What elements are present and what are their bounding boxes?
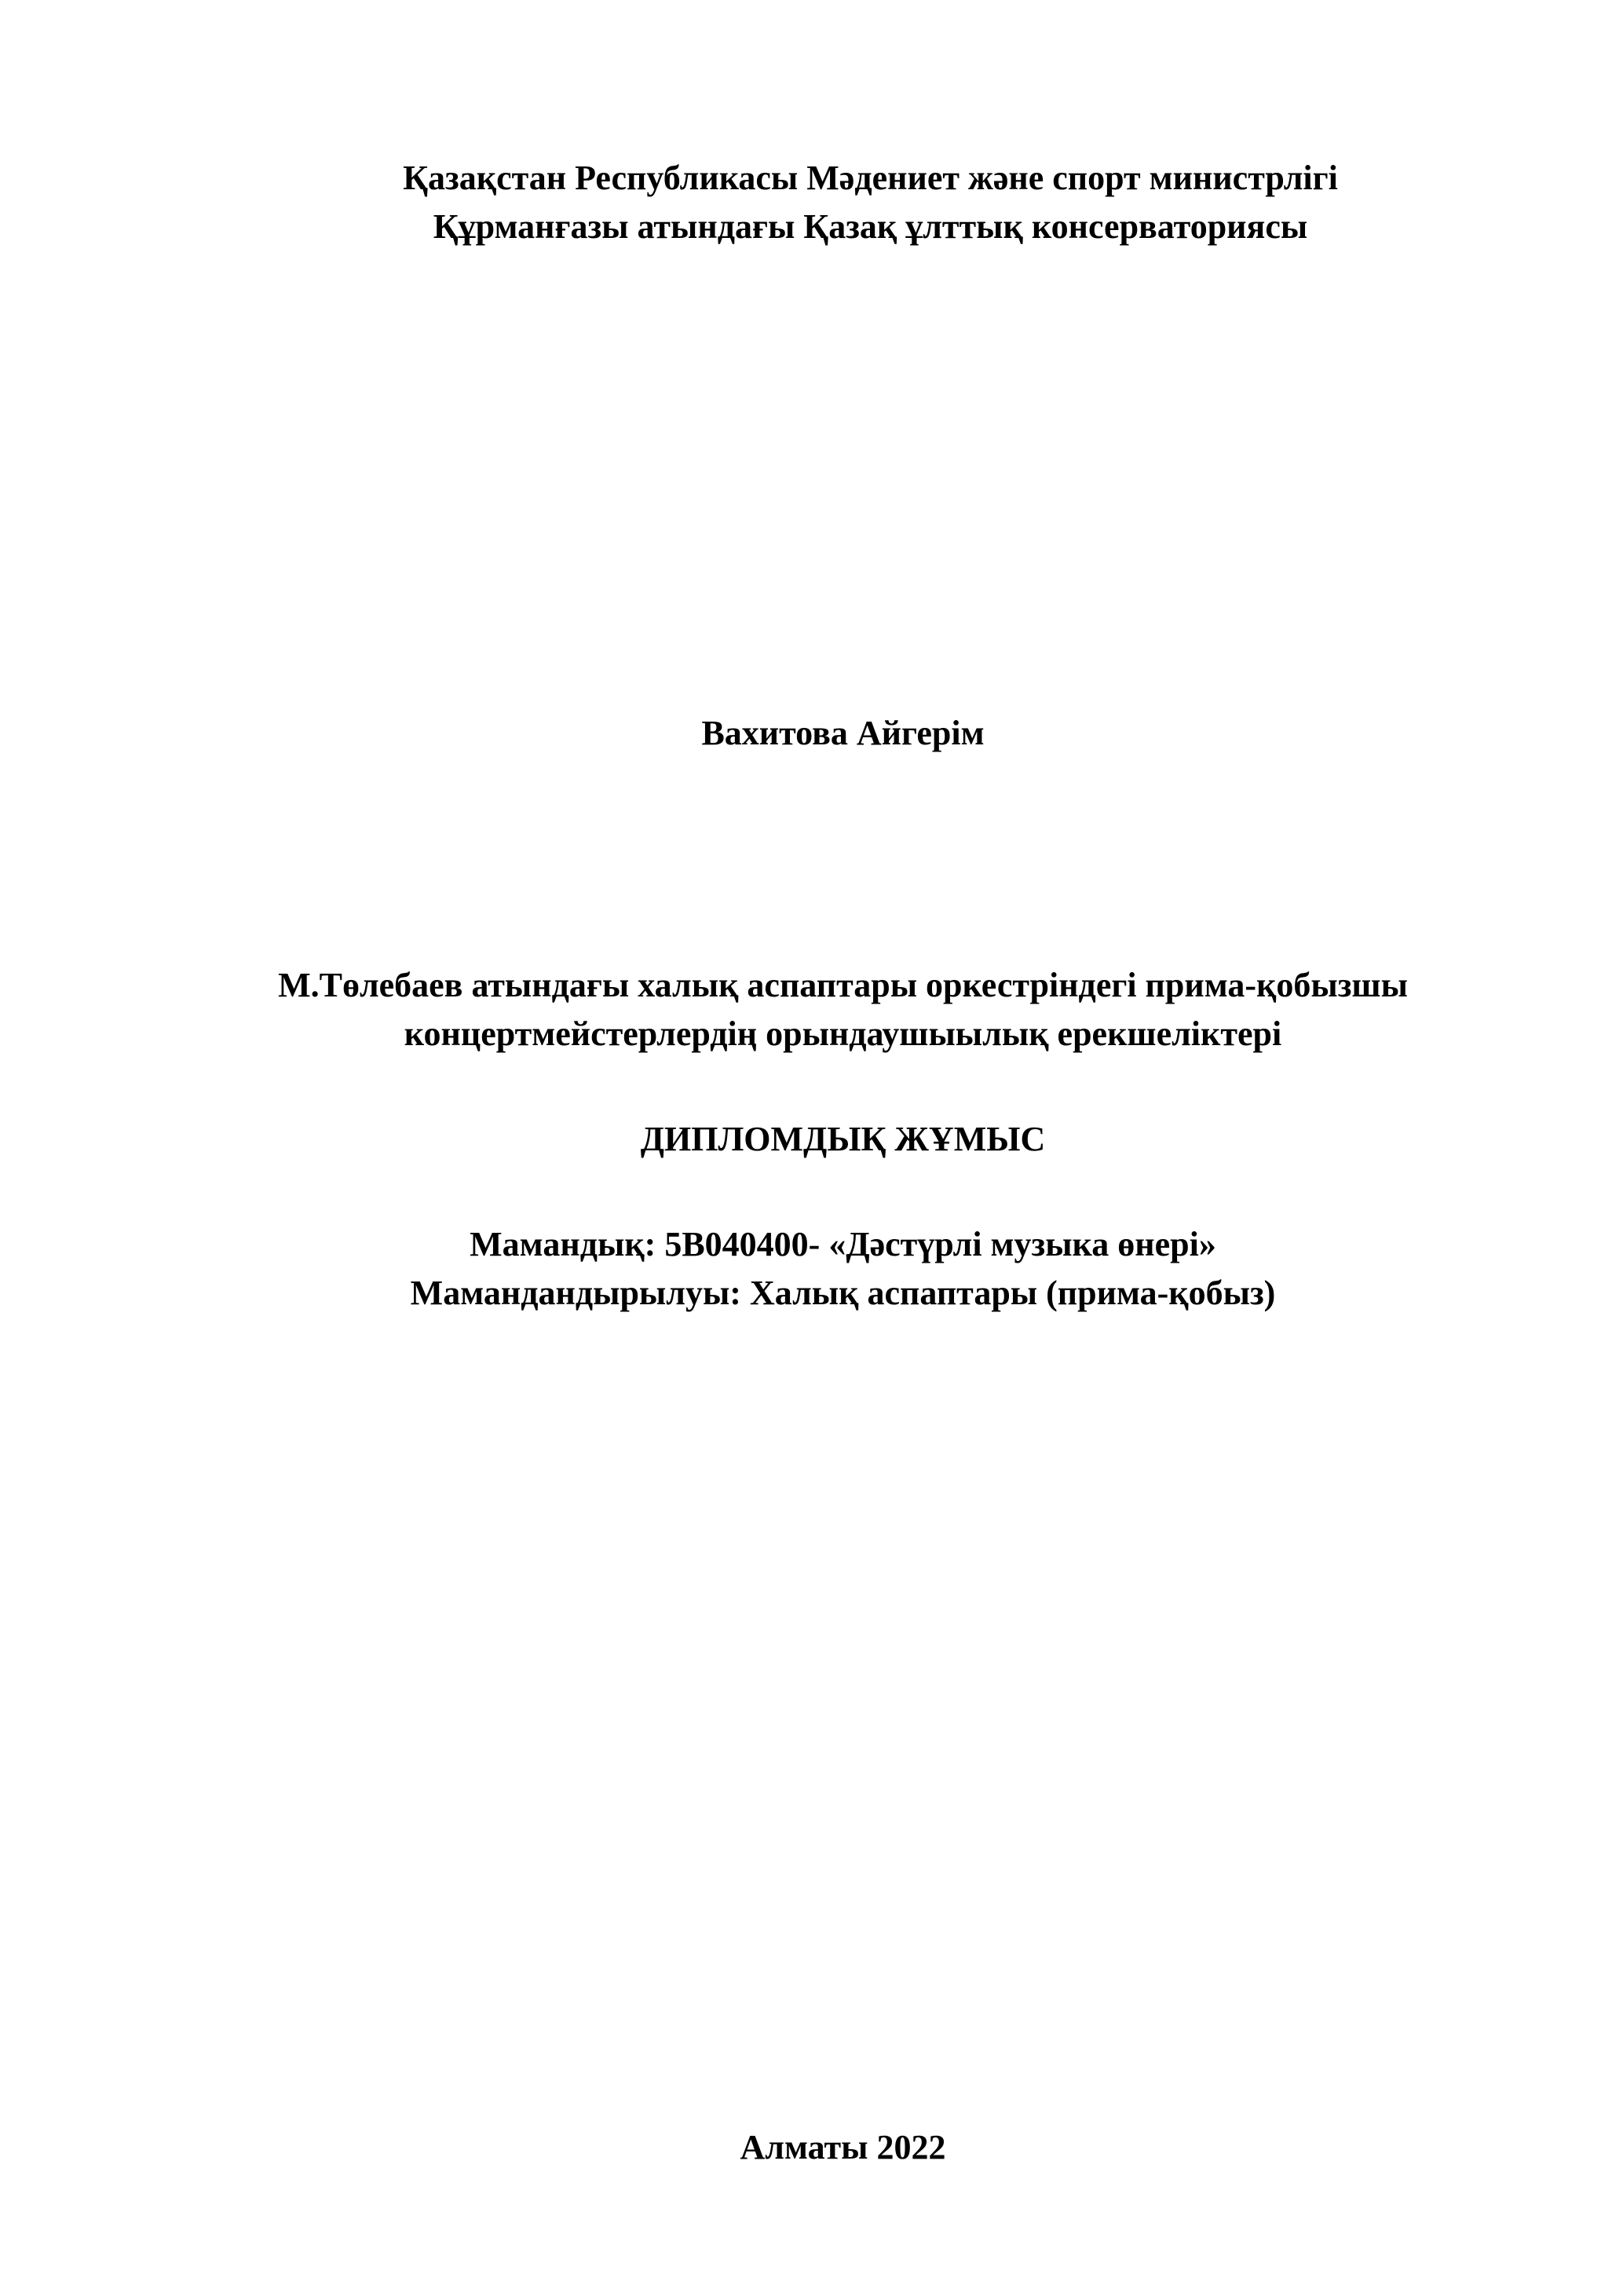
specialty-line: Мамандық: 5В040400- «Дәстүрлі музыка өнері»: [470, 1225, 1216, 1263]
city-year: Алматы 2022: [740, 2128, 946, 2166]
author-name: Вахитова Айгерім: [701, 714, 985, 752]
thesis-title-line-1: М.Төлебаев атындағы халық аспаптары оркестріндегі прима-қобызшы: [278, 966, 1408, 1004]
conservatory-heading: Құрманғазы атындағы Қазақ ұлттық консерваториясы: [433, 207, 1308, 246]
specialization-line: Мамандандырылуы: Халық аспаптары (прима-қобыз): [410, 1274, 1276, 1312]
work-type-heading: ДИПЛОМДЫҚ ЖҰМЫС: [640, 1120, 1046, 1158]
thesis-title-line-2: концертмейстерлердің орындаушыылық ерекшеліктері: [404, 1015, 1282, 1053]
ministry-heading: Қазақстан Республикасы Мәдениет және спорт министрлігі: [403, 159, 1338, 197]
